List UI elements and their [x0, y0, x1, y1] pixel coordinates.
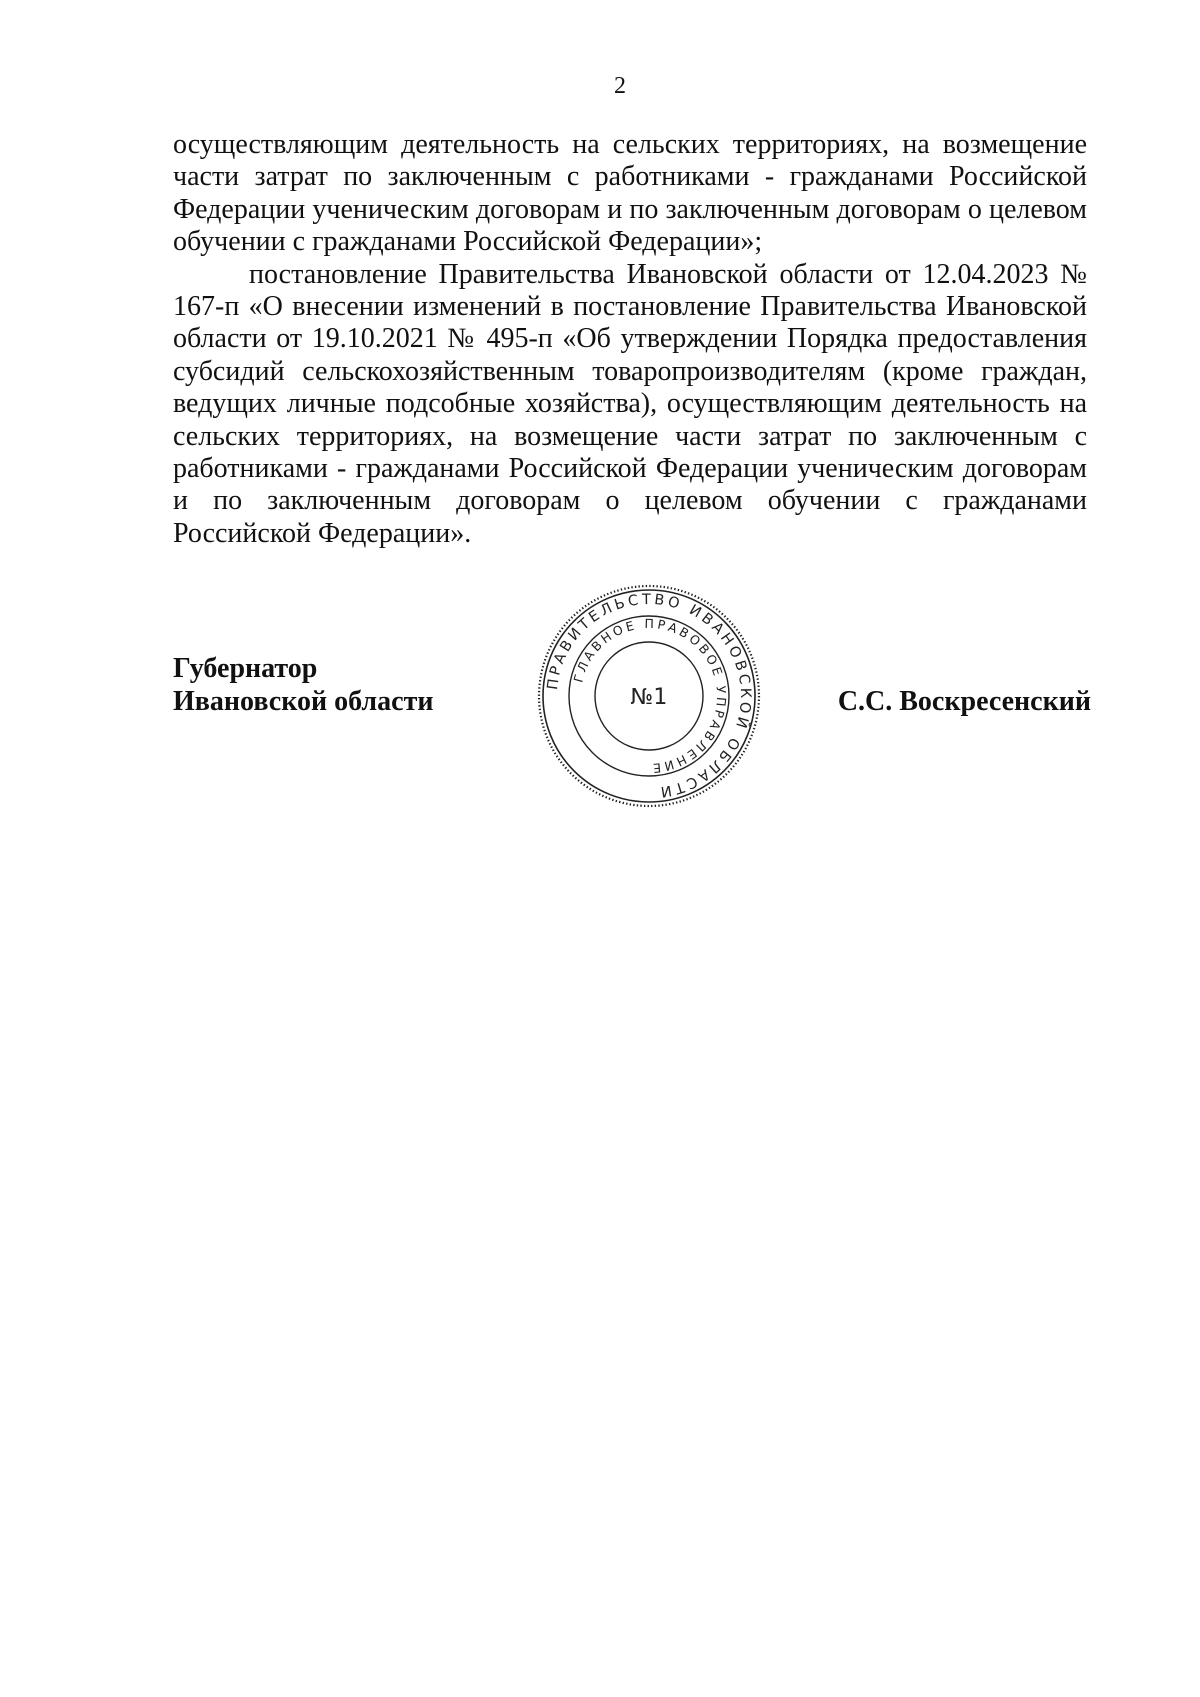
signatory-name: С.С. Воскресенский	[837, 686, 1091, 717]
signatory-position	[173, 652, 433, 718]
paragraph-1: осуществляющим деятельность на сельских территориях, на возмещение части затрат по заключенным с работниками - гражданами Российской Федерации ученическим договорам и по заключенным договорам о целевом обучении с гражданами Российской Федерации»;	[173, 129, 1087, 258]
seal-outer-text: ПРАВИТЕЛЬСТВО ИВАНОВСКОЙ ОБЛАСТИ	[545, 591, 754, 800]
seal-inner-text: ГЛАВНОЕ ПРАВОВОЕ УПРАВЛЕНИЕ	[570, 615, 730, 777]
seal-graphic	[536, 583, 762, 809]
document-body	[173, 129, 1087, 550]
page-number: 2	[614, 73, 626, 99]
signatory-position-line-1: Губернатор	[173, 653, 318, 684]
seal-number: №1	[630, 685, 668, 710]
signatory-position-line-2: Ивановской области	[173, 686, 434, 717]
paragraph-2: постановление Правительства Ивановской области от 12.04.2023 № 167-п «О внесении изменений в постановление Правительства Ивановской области от 19.10.2021 № 495-п «Об утверждении Порядка предоставления субсидий сельскохозяйственным товаропроизводителям (кроме граждан, ведущих личные подсобные хозяйства), осуществляющим деятельность на сельских территориях, на возмещение части затрат по заключенным с работниками - гражданами Российской Федерации ученическим договорам и по заключенным договорам о целевом обучении с гражданами Российской Федерации».	[173, 258, 1087, 549]
official-seal-stamp	[536, 583, 762, 809]
